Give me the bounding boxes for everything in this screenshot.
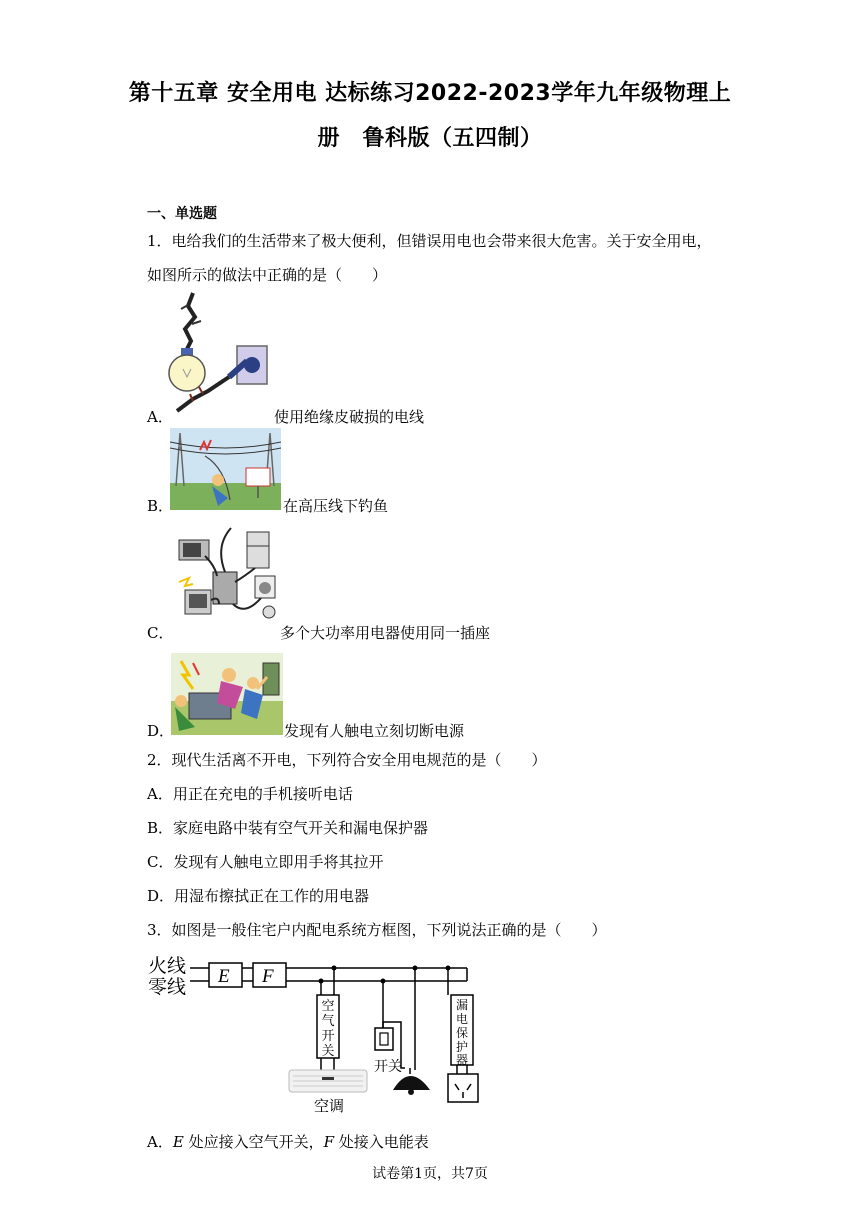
q3-option-a [147, 1131, 429, 1152]
leakage-protector-char: 器 [455, 1053, 469, 1067]
air-switch-char: 空 [321, 998, 335, 1013]
air-switch-char: 气 [321, 1013, 335, 1028]
q1-option-a-text: 使用绝缘皮破损的电线 [274, 408, 425, 426]
switch-label: 开关 [374, 1058, 402, 1074]
q1-option-d-label: D． [147, 722, 175, 740]
distribution-system-diagram [145, 950, 490, 1115]
q3-option-a-mid: 处应接入空气开关， [183, 1133, 324, 1151]
leakage-protector-char: 护 [455, 1040, 469, 1054]
q2-option-b: B．家庭电路中装有空气开关和漏电保护器 [147, 819, 429, 837]
q1-option-b-text: 在高压线下钓鱼 [283, 497, 389, 515]
fishing-power-line-illustration [170, 428, 281, 510]
q3-option-a-prefix: A． [147, 1133, 173, 1151]
air-conditioner-label: 空调 [313, 1098, 345, 1115]
lamp-icon [393, 1076, 430, 1090]
cut-power-illustration [171, 653, 283, 735]
q2-option-d: D．用湿布擦拭正在工作的用电器 [147, 887, 370, 905]
air-switch-char: 开 [321, 1028, 335, 1043]
q3-option-a-suffix: 处接入电能表 [334, 1133, 429, 1151]
switch-box [375, 1028, 393, 1050]
question-1-stem-line-1: 1．电给我们的生活带来了极大便利，但错误用电也会带来很大危害。关于安全用电， [147, 232, 712, 250]
q1-option-c-text: 多个大功率用电器使用同一插座 [280, 624, 491, 642]
page-title-line-1: 第十五章 安全用电 达标练习2022-2023学年九年级物理上 [128, 81, 732, 106]
box-e-label: E [218, 966, 230, 987]
q3-option-a-f: F [323, 1133, 334, 1151]
page-footer: 试卷第1页，共7页 [372, 1166, 488, 1182]
q1-option-a-label: A． [147, 408, 173, 426]
leakage-protector-char: 电 [455, 1012, 469, 1026]
question-1-stem-line-2: 如图所示的做法中正确的是（ ） [147, 266, 388, 284]
neutral-wire-label: 零线 [148, 977, 187, 998]
q1-option-c-label: C． [147, 624, 174, 642]
question-2-stem: 2．现代生活离不开电，下列符合安全用电规范的是（ ） [147, 751, 547, 769]
question-3-stem: 3．如图是一般住宅户内配电系统方框图，下列说法正确的是（ ） [147, 921, 607, 939]
q1-option-d-text: 发现有人触电立刻切断电源 [284, 722, 465, 740]
overloaded-socket-illustration [175, 526, 283, 626]
live-wire-label: 火线 [148, 956, 187, 977]
q2-option-c: C．发现有人触电立即用手将其拉开 [147, 853, 384, 871]
leakage-protector-char: 保 [455, 1026, 469, 1040]
page-title-line-2: 册 鲁科版（五四制） [317, 126, 543, 151]
q3-option-a-e: E [172, 1133, 184, 1151]
air-switch-char: 关 [321, 1043, 335, 1058]
section-heading: 一、单选题 [147, 206, 217, 222]
damaged-wire-illustration [163, 291, 275, 419]
q2-option-a: A．用正在充电的手机接听电话 [147, 785, 353, 803]
box-f-label: F [262, 966, 274, 987]
leakage-protector-char: 漏 [455, 998, 469, 1012]
q1-option-b-label: B． [147, 497, 174, 515]
